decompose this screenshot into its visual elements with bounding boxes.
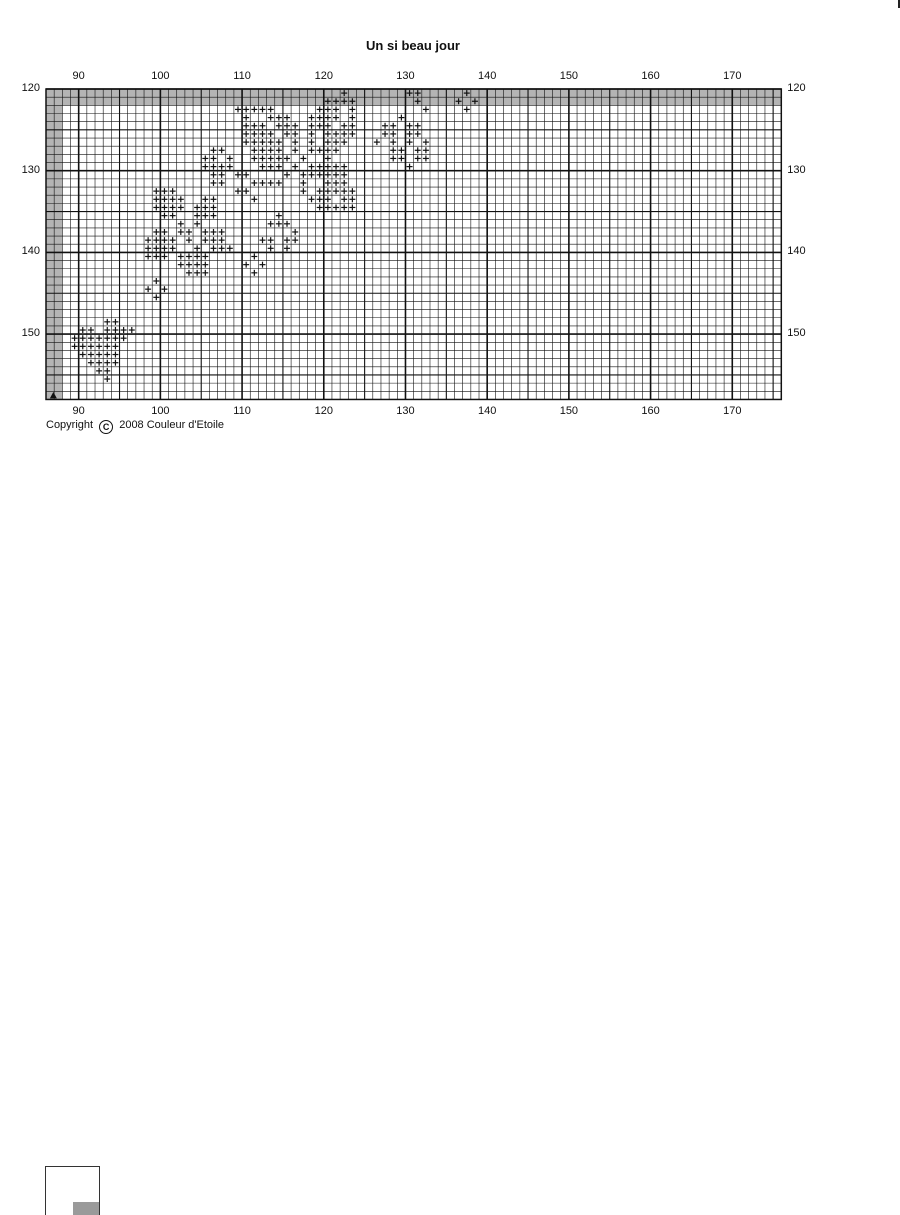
stitch-cross-icon [153, 188, 159, 194]
stitch-cross-icon [251, 106, 257, 112]
stitch-cross-icon [292, 147, 298, 153]
axis-bottom-tick: 130 [396, 405, 415, 417]
stitch-cross-icon [333, 131, 339, 137]
stitch-cross-icon [170, 188, 176, 194]
stitch-cross-icon [112, 343, 118, 349]
stitch-cross-icon [210, 213, 216, 219]
stitch-cross-icon [398, 155, 404, 161]
stitch-cross-icon [186, 262, 192, 268]
stitch-cross-icon [284, 131, 290, 137]
stitch-cross-icon [178, 229, 184, 235]
stitch-cross-icon [153, 229, 159, 235]
stitch-cross-icon [349, 196, 355, 202]
stitch-cross-icon [300, 188, 306, 194]
stitch-cross-icon [161, 229, 167, 235]
stitch-cross-icon [210, 147, 216, 153]
stitch-cross-icon [423, 139, 429, 145]
stitch-cross-icon [210, 164, 216, 170]
stitch-cross-icon [398, 115, 404, 121]
stitch-cross-icon [170, 196, 176, 202]
stitch-cross-icon [398, 147, 404, 153]
stitch-cross-icon [341, 172, 347, 178]
stitch-cross-icon [145, 253, 151, 259]
stitch-cross-icon [178, 204, 184, 210]
stitch-cross-icon [325, 155, 331, 161]
stitch-cross-icon [407, 139, 413, 145]
stitch-cross-icon [349, 188, 355, 194]
stitch-cross-icon [243, 262, 249, 268]
axis-top-tick: 170 [723, 70, 742, 82]
stitch-cross-icon [72, 335, 78, 341]
stitch-cross-icon [309, 139, 315, 145]
stitch-cross-icon [251, 253, 257, 259]
axis-top-tick: 110 [233, 70, 251, 82]
stitch-cross-icon [88, 335, 94, 341]
stitch-cross-icon [390, 155, 396, 161]
stitch-cross-icon [325, 115, 331, 121]
stitch-cross-icon [243, 131, 249, 137]
stitch-cross-icon [235, 172, 241, 178]
stitch-cross-icon [333, 180, 339, 186]
stitch-cross-icon [251, 139, 257, 145]
stitch-cross-icon [219, 245, 225, 251]
stitch-cross-icon [235, 188, 241, 194]
cross-stitch-grid [0, 0, 900, 420]
stitch-cross-icon [349, 115, 355, 121]
stitch-cross-icon [309, 115, 315, 121]
stitch-cross-icon [104, 335, 110, 341]
axis-left-tick: 140 [21, 245, 40, 258]
stitch-cross-icon [235, 106, 241, 112]
stitch-cross-icon [415, 147, 421, 153]
stitch-cross-icon [317, 172, 323, 178]
stitch-cross-icon [210, 172, 216, 178]
stitch-cross-icon [317, 204, 323, 210]
axis-left-tick: 150 [21, 327, 40, 340]
stitch-cross-icon [317, 115, 323, 121]
stitch-cross-icon [349, 106, 355, 112]
stitch-cross-icon [210, 229, 216, 235]
stitch-cross-icon [112, 352, 118, 358]
stitch-cross-icon [112, 319, 118, 325]
stitch-cross-icon [161, 245, 167, 251]
axis-top-tick: 160 [641, 70, 660, 82]
stitch-cross-icon [243, 115, 249, 121]
stitch-cross-icon [145, 237, 151, 243]
stitch-cross-icon [415, 131, 421, 137]
stitch-cross-icon [325, 172, 331, 178]
stitch-cross-icon [186, 237, 192, 243]
stitch-cross-icon [415, 123, 421, 129]
stitch-cross-icon [300, 155, 306, 161]
axis-top-tick: 140 [477, 70, 497, 82]
stitch-cross-icon [178, 221, 184, 227]
stitch-cross-icon [194, 245, 200, 251]
stitch-cross-icon [219, 229, 225, 235]
stitch-cross-icon [88, 352, 94, 358]
stitch-cross-icon [145, 245, 151, 251]
stitch-cross-icon [104, 368, 110, 374]
stitch-cross-icon [112, 360, 118, 366]
stitch-cross-icon [251, 147, 257, 153]
stitch-cross-icon [260, 164, 266, 170]
stitch-cross-icon [251, 155, 257, 161]
stitch-cross-icon [121, 327, 127, 333]
copyright-line [46, 419, 224, 434]
stitch-cross-icon [284, 115, 290, 121]
stitch-cross-icon [325, 147, 331, 153]
stitch-cross-icon [243, 139, 249, 145]
stitch-cross-icon [390, 123, 396, 129]
stitch-cross-icon [210, 180, 216, 186]
stitch-cross-icon [333, 172, 339, 178]
stitch-cross-icon [260, 147, 266, 153]
stitch-cross-icon [227, 155, 233, 161]
stitch-cross-icon [268, 147, 274, 153]
axis-top-tick: 100 [151, 70, 170, 82]
stitch-cross-icon [112, 327, 118, 333]
stitch-cross-icon [96, 335, 102, 341]
stitch-cross-icon [153, 196, 159, 202]
stitch-cross-icon [333, 106, 339, 112]
axis-top-tick: 150 [559, 70, 579, 82]
stitch-cross-icon [80, 327, 86, 333]
stitch-cross-icon [341, 188, 347, 194]
stitch-cross-icon [341, 196, 347, 202]
stitch-cross-icon [268, 115, 274, 121]
stitch-cross-icon [251, 131, 257, 137]
stitch-cross-icon [161, 188, 167, 194]
axis-right-tick: 140 [787, 245, 806, 258]
stitch-cross-icon [251, 196, 257, 202]
stitch-cross-icon [309, 172, 315, 178]
stitch-cross-icon [390, 147, 396, 153]
stitch-cross-icon [268, 237, 274, 243]
stitch-cross-icon [382, 123, 388, 129]
stitch-cross-icon [333, 188, 339, 194]
axis-left-tick: 130 [21, 163, 40, 176]
stitch-cross-icon [325, 204, 331, 210]
stitch-cross-icon [202, 204, 208, 210]
stitch-cross-icon [390, 139, 396, 145]
stitch-cross-icon [88, 360, 94, 366]
axis-top-tick: 130 [396, 70, 415, 82]
stitch-cross-icon [153, 245, 159, 251]
stitch-cross-icon [161, 286, 167, 292]
axis-bottom-tick: 160 [641, 405, 660, 417]
stitch-cross-icon [284, 221, 290, 227]
stitch-cross-icon [96, 343, 102, 349]
stitch-cross-icon [341, 164, 347, 170]
stitch-cross-icon [333, 147, 339, 153]
stitch-cross-icon [464, 106, 470, 112]
stitch-cross-icon [276, 164, 282, 170]
stitch-cross-icon [325, 188, 331, 194]
stitch-cross-icon [284, 172, 290, 178]
stitch-cross-icon [161, 237, 167, 243]
stitch-cross-icon [219, 164, 225, 170]
stitch-cross-icon [260, 131, 266, 137]
stitch-cross-icon [292, 123, 298, 129]
copyright-text: 2008 Couleur d'Etoile [119, 419, 225, 431]
stitch-cross-icon [317, 147, 323, 153]
stitch-cross-icon [309, 147, 315, 153]
stitch-cross-icon [276, 147, 282, 153]
stitch-cross-icon [104, 319, 110, 325]
stitch-cross-icon [202, 213, 208, 219]
stitch-cross-icon [170, 245, 176, 251]
stitch-cross-icon [153, 294, 159, 300]
stitch-cross-icon [161, 213, 167, 219]
stitch-cross-icon [170, 237, 176, 243]
stitch-cross-icon [243, 172, 249, 178]
stitch-cross-icon [243, 188, 249, 194]
stitch-cross-icon [292, 164, 298, 170]
stitch-cross-icon [317, 106, 323, 112]
stitch-cross-icon [219, 180, 225, 186]
stitch-cross-icon [341, 131, 347, 137]
stitch-cross-icon [161, 196, 167, 202]
stitch-cross-icon [349, 204, 355, 210]
axis-bottom-tick: 100 [151, 405, 170, 417]
stitch-cross-icon [309, 131, 315, 137]
stitch-cross-icon [80, 352, 86, 358]
stitch-cross-icon [325, 196, 331, 202]
axis-bottom-tick: 120 [314, 405, 333, 417]
stitch-cross-icon [292, 139, 298, 145]
stitch-cross-icon [104, 376, 110, 382]
stitch-cross-icon [390, 131, 396, 137]
stitch-cross-icon [325, 180, 331, 186]
stitch-cross-icon [202, 253, 208, 259]
stitch-cross-icon [333, 139, 339, 145]
stitch-cross-icon [129, 327, 135, 333]
stitch-cross-icon [333, 204, 339, 210]
stitch-cross-icon [178, 196, 184, 202]
axis-bottom-tick: 90 [72, 405, 85, 417]
stitch-cross-icon [317, 196, 323, 202]
stitch-cross-icon [80, 343, 86, 349]
stitch-cross-icon [276, 115, 282, 121]
stitch-cross-icon [80, 335, 86, 341]
stitch-cross-icon [202, 164, 208, 170]
stitch-cross-icon [333, 164, 339, 170]
stitch-cross-icon [341, 180, 347, 186]
axis-left-tick: 120 [21, 82, 40, 94]
axis-bottom-tick: 140 [477, 405, 497, 417]
stitch-cross-icon [260, 139, 266, 145]
stitch-cross-icon [317, 188, 323, 194]
stitch-cross-icon [260, 262, 266, 268]
stitch-cross-icon [276, 123, 282, 129]
stitch-cross-icon [153, 253, 159, 259]
stitch-cross-icon [317, 123, 323, 129]
stitch-cross-icon [145, 286, 151, 292]
axis-right-tick: 120 [787, 82, 806, 94]
axis-right-tick: 130 [787, 163, 806, 176]
stitch-cross-icon [325, 164, 331, 170]
stitch-cross-icon [219, 147, 225, 153]
stitch-cross-icon [104, 360, 110, 366]
stitch-cross-icon [251, 270, 257, 276]
stitch-cross-icon [186, 229, 192, 235]
stitch-cross-icon [194, 213, 200, 219]
stitch-cross-icon [153, 237, 159, 243]
stitch-cross-icon [407, 123, 413, 129]
stitch-cross-icon [186, 253, 192, 259]
stitch-cross-icon [251, 180, 257, 186]
stitch-cross-icon [202, 196, 208, 202]
stitch-cross-icon [194, 253, 200, 259]
stitch-cross-icon [341, 123, 347, 129]
stitch-cross-icon [423, 106, 429, 112]
stitch-cross-icon [325, 131, 331, 137]
axis-bottom-tick: 170 [723, 405, 742, 417]
stitch-cross-icon [407, 131, 413, 137]
stitch-cross-icon [161, 253, 167, 259]
stitch-cross-icon [210, 204, 216, 210]
axis-right-tick: 150 [787, 327, 806, 340]
stitch-cross-icon [210, 196, 216, 202]
stitch-cross-icon [333, 115, 339, 121]
stitch-cross-icon [325, 123, 331, 129]
stitch-cross-icon [268, 139, 274, 145]
stitch-cross-icon [194, 204, 200, 210]
stitch-cross-icon [186, 270, 192, 276]
stitch-cross-icon [415, 155, 421, 161]
copyright-icon: C [99, 420, 113, 434]
stitch-cross-icon [104, 327, 110, 333]
stitch-cross-icon [161, 204, 167, 210]
stitch-cross-icon [219, 237, 225, 243]
stitch-cross-icon [300, 172, 306, 178]
stitch-cross-icon [194, 221, 200, 227]
stitch-cross-icon [243, 123, 249, 129]
stitch-cross-icon [260, 180, 266, 186]
stitch-cross-icon [88, 343, 94, 349]
stitch-cross-icon [104, 352, 110, 358]
page-position-indicator [45, 1166, 100, 1215]
stitch-cross-icon [104, 343, 110, 349]
stitch-cross-icon [341, 204, 347, 210]
stitch-cross-icon [170, 204, 176, 210]
chart-title: Un si beau jour [366, 38, 460, 53]
stitch-cross-icon [170, 213, 176, 219]
stitch-cross-icon [202, 229, 208, 235]
stitch-cross-icon [349, 123, 355, 129]
stitch-cross-icon [260, 106, 266, 112]
stitch-cross-icon [423, 147, 429, 153]
stitch-cross-icon [309, 123, 315, 129]
stitch-cross-icon [268, 180, 274, 186]
stitch-cross-icon [202, 262, 208, 268]
stitch-cross-icon [276, 139, 282, 145]
stitch-cross-icon [325, 106, 331, 112]
stitch-cross-icon [292, 229, 298, 235]
stitch-cross-icon [227, 164, 233, 170]
stitch-cross-icon [210, 245, 216, 251]
stitch-cross-icon [276, 221, 282, 227]
axis-bottom-tick: 150 [559, 405, 579, 417]
stitch-cross-icon [284, 245, 290, 251]
stitch-cross-icon [153, 204, 159, 210]
stitch-cross-icon [284, 123, 290, 129]
stitch-cross-icon [210, 237, 216, 243]
stitch-cross-icon [292, 237, 298, 243]
stitch-cross-icon [112, 335, 118, 341]
axis-top-tick: 90 [72, 70, 85, 82]
stitch-cross-icon [268, 221, 274, 227]
stitch-cross-icon [276, 155, 282, 161]
stitch-cross-icon [202, 155, 208, 161]
stitch-cross-icon [292, 131, 298, 137]
stitch-cross-icon [251, 123, 257, 129]
stitch-cross-icon [219, 172, 225, 178]
stitch-cross-icon [309, 164, 315, 170]
stitch-cross-icon [268, 164, 274, 170]
stitch-cross-icon [88, 327, 94, 333]
stitch-cross-icon [194, 270, 200, 276]
stitch-cross-icon [260, 237, 266, 243]
stitch-cross-icon [382, 131, 388, 137]
stitch-cross-icon [202, 270, 208, 276]
stitch-cross-icon [284, 237, 290, 243]
stitch-cross-icon [260, 155, 266, 161]
stitch-cross-icon [268, 155, 274, 161]
stitch-cross-icon [227, 245, 233, 251]
stitch-cross-icon [96, 368, 102, 374]
stitch-cross-icon [268, 245, 274, 251]
stitch-cross-icon [268, 106, 274, 112]
stitch-cross-icon [243, 106, 249, 112]
stitch-cross-icon [121, 335, 127, 341]
stitch-cross-icon [423, 155, 429, 161]
stitch-cross-icon [349, 131, 355, 137]
stitch-cross-icon [202, 237, 208, 243]
stitch-cross-icon [300, 180, 306, 186]
copyright-label: Copyright [46, 419, 94, 431]
stitch-cross-icon [178, 253, 184, 259]
stitch-cross-icon [96, 352, 102, 358]
stitch-cross-icon [325, 139, 331, 145]
stitch-cross-icon [178, 262, 184, 268]
page-position-shade [73, 1202, 99, 1215]
stitch-cross-icon [153, 278, 159, 284]
stitch-cross-icon [210, 155, 216, 161]
stitch-cross-icon [96, 360, 102, 366]
stitch-cross-icon [276, 180, 282, 186]
stitch-cross-icon [341, 139, 347, 145]
stitch-cross-icon [194, 262, 200, 268]
stitch-cross-icon [260, 123, 266, 129]
axis-top-tick: 120 [314, 70, 333, 82]
stitch-cross-icon [268, 131, 274, 137]
stitch-cross-icon [317, 164, 323, 170]
stitch-cross-icon [284, 155, 290, 161]
axis-bottom-tick: 110 [233, 405, 251, 417]
stitch-cross-icon [309, 196, 315, 202]
stitch-cross-icon [407, 164, 413, 170]
stitch-cross-icon [276, 213, 282, 219]
stitch-cross-icon [72, 343, 78, 349]
stitch-cross-icon [374, 139, 380, 145]
